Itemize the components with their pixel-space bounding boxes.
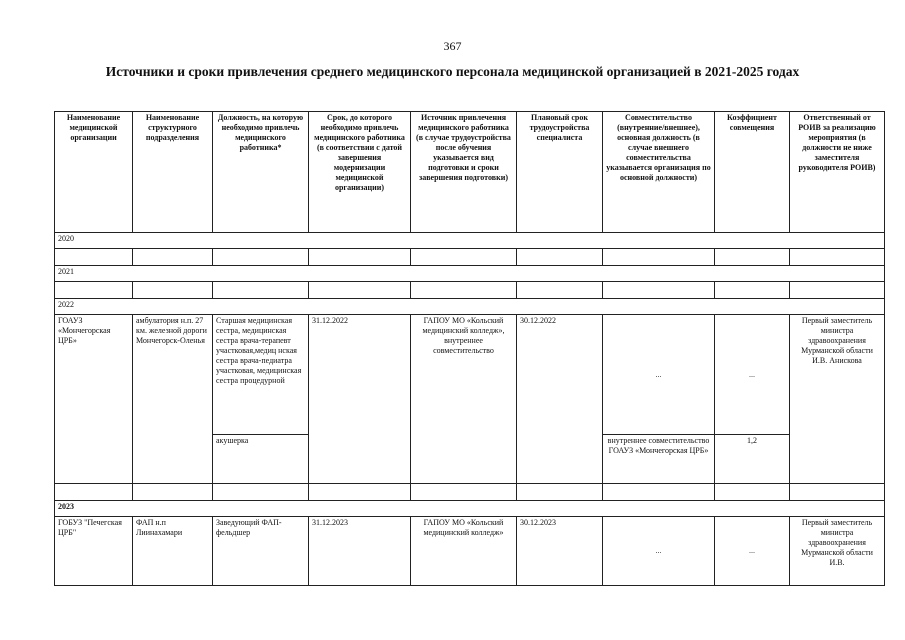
header-source: Источник привлечения медицинского работника (в случае трудоустройства после обучения указывается вид подготовки и сроки завершения подготовки) [411, 112, 517, 233]
deadline-cell: 31.12.2023 [309, 517, 411, 586]
position-cell: акушерка [213, 435, 309, 484]
empty-row [55, 484, 885, 501]
header-responsible: Ответственный от РОИВ за реализацию мероприятия (в должности не ниже заместителя руководителя РОИВ) [790, 112, 885, 233]
year-row-2021 [55, 266, 885, 282]
header-deadline: Срок, до которого необходимо привлечь медицинского работника (в соответствии с датой завершения модернизации медицинской организации) [309, 112, 411, 233]
planned-cell: 30.12.2022 [517, 315, 603, 484]
combination-cell: внутреннее совместительство ГОАУЗ «Мончегорская ЦРБ» [603, 435, 715, 484]
header-combination: Совместительство (внутренние/внешнее), основная должность (в случае внешнего совместительства указывается организация по основной должности) [603, 112, 715, 233]
page-number: 367 [443, 39, 462, 53]
header-position: Должность, на которую необходимо привлечь медицинского работника* [213, 112, 309, 233]
header-row [55, 112, 885, 233]
position-cell: Старшая медицинская сестра, медицинская сестра врача-терапевт участковая,медиц нская сестра врача-педиатра участковая, медицинская сестра процедурной [213, 315, 309, 435]
header-unit: Наименование структурного подразделения [133, 112, 213, 233]
deadline-cell: 31.12.2022 [309, 315, 411, 484]
year-row-2020 [55, 233, 885, 249]
year-row-2023 [55, 501, 885, 517]
source-cell: ГАПОУ МО «Кольский медицинский колледж», внутреннее совместительство [411, 315, 517, 484]
page-title: Источники и сроки привлечения среднего медицинского персонала медицинской организацией в 2021-2025 годах [105, 64, 800, 79]
planned-cell: 30.12.2023 [517, 517, 603, 586]
year-label: 2020 [55, 233, 885, 249]
year-row-2022 [55, 299, 885, 315]
org-cell: ГОБУЗ "Печегская ЦРБ" [55, 517, 133, 586]
table-row [55, 517, 885, 586]
org-cell: ГОАУЗ «Мончегорская ЦРБ» [55, 315, 133, 484]
responsible-cell: Первый заместитель министра здравоохранения Мурманской области И.В. [790, 517, 885, 586]
year-label: 2023 [55, 501, 885, 517]
coefficient-cell: 1,2 [715, 435, 790, 484]
header-coefficient: Коэффициент совмещения [715, 112, 790, 233]
year-label: 2022 [55, 299, 885, 315]
empty-row [55, 282, 885, 299]
unit-cell: ФАП н.п Лиинахамари [133, 517, 213, 586]
combination-cell: ... [603, 517, 715, 586]
position-cell: Заведующий ФАП-фельдшер [213, 517, 309, 586]
empty-row [55, 249, 885, 266]
header-planned: Плановый срок трудоустройства специалиста [517, 112, 603, 233]
responsible-cell: Первый заместитель министра здравоохранения Мурманской области И.В. Анискова [790, 315, 885, 484]
coefficient-cell: ... [715, 315, 790, 435]
unit-cell: амбулатория н.п. 27 км. железной дороги Мончегорск-Оленья [133, 315, 213, 484]
source-cell: ГАПОУ МО «Кольский медицинский колледж» [411, 517, 517, 586]
coefficient-cell: ... [715, 517, 790, 586]
table-row [55, 315, 885, 435]
header-org: Наименование медицинской организации [55, 112, 133, 233]
combination-cell: ... [603, 315, 715, 435]
staffing-table [54, 111, 885, 586]
year-label: 2021 [55, 266, 885, 282]
